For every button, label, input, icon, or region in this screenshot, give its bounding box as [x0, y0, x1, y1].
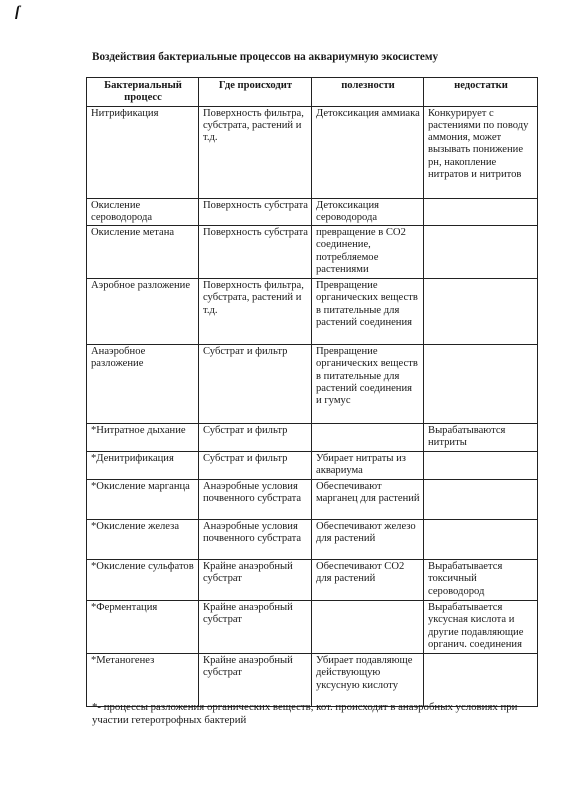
cell-benefits: [312, 601, 424, 654]
cell-location: Поверхность фильтра, субстрата, растений и т.д.: [199, 106, 312, 198]
header-process: Бактериальный процесс: [87, 78, 199, 107]
cell-process: Нитрификация: [87, 106, 199, 198]
cell-drawbacks: [424, 345, 538, 424]
bacterial-process-table: [86, 77, 538, 707]
table-row: [87, 226, 538, 279]
cell-drawbacks: Вырабатываются нитриты: [424, 424, 538, 452]
cell-process: Окисление метана: [87, 226, 199, 279]
cell-location: Поверхность фильтра, субстрата, растений и т.д.: [199, 279, 312, 345]
cell-benefits: Обеспечивают марганец для растений: [312, 480, 424, 520]
cell-drawbacks: Вырабатывается уксусная кислота и другие подавляющие органич. соединения: [424, 601, 538, 654]
cell-benefits: [312, 424, 424, 452]
cell-drawbacks: [424, 198, 538, 226]
cell-location: Крайне анаэробный субстрат: [199, 560, 312, 601]
cell-location: Анаэробные условия почвенного субстрата: [199, 480, 312, 520]
cell-location: Субстрат и фильтр: [199, 424, 312, 452]
cell-location: Крайне анаэробный субстрат: [199, 654, 312, 707]
cell-drawbacks: Конкурирует с растениями по поводу аммония, может вызывать понижение рн, накопление нитратов и нитритов: [424, 106, 538, 198]
footnote: *- процессы разложения органических веществ, кот. происходят в анаэробных условиях при участии гетеротрофных бактерий: [92, 701, 518, 726]
cell-benefits: Обеспечивают СО2 для растений: [312, 560, 424, 601]
table-row: [87, 601, 538, 654]
cell-process: Анаэробное разложение: [87, 345, 199, 424]
cell-benefits: превращение в СО2 соединение, потребляемое растениями: [312, 226, 424, 279]
cell-drawbacks: [424, 279, 538, 345]
cell-location: Анаэробные условия почвенного субстрата: [199, 520, 312, 560]
cell-location: Поверхность субстрата: [199, 198, 312, 226]
header-benefits: полезности: [312, 78, 424, 107]
cell-benefits: Детоксикация аммиака: [312, 106, 424, 198]
cell-benefits: Обеспечивают железо для растений: [312, 520, 424, 560]
cell-drawbacks: [424, 480, 538, 520]
cell-drawbacks: [424, 452, 538, 480]
table-row: [87, 198, 538, 226]
cell-benefits: Убирает нитраты из аквариума: [312, 452, 424, 480]
table-row: [87, 279, 538, 345]
cell-process: Аэробное разложение: [87, 279, 199, 345]
cell-drawbacks: [424, 520, 538, 560]
cell-process: *Ферментация: [87, 601, 199, 654]
header-drawbacks: недостатки: [424, 78, 538, 107]
header-location: Где происходит: [199, 78, 312, 107]
cell-process: *Окисление марганца: [87, 480, 199, 520]
cell-location: Поверхность субстрата: [199, 226, 312, 279]
table-row: [87, 452, 538, 480]
cell-benefits: Превращение органических веществ в питательные для растений соединения и гумус: [312, 345, 424, 424]
cell-benefits: Убирает подавляюще действующую уксусную кислоту: [312, 654, 424, 707]
table-row: [87, 480, 538, 520]
cell-drawbacks: Вырабатывается токсичный сероводород: [424, 560, 538, 601]
cell-process: *Окисление сульфатов: [87, 560, 199, 601]
cell-location: Крайне анаэробный субстрат: [199, 601, 312, 654]
cell-process: *Нитратное дыхание: [87, 424, 199, 452]
table-row: [87, 106, 538, 198]
cell-location: Субстрат и фильтр: [199, 345, 312, 424]
cell-process: Окисление сероводорода: [87, 198, 199, 226]
table-row: [87, 424, 538, 452]
cell-process: *Метаногенез: [87, 654, 199, 707]
corner-handwritten-mark: ſ: [15, 4, 20, 20]
cell-benefits: Превращение органических веществ в питательные для растений соединения: [312, 279, 424, 345]
cell-drawbacks: [424, 226, 538, 279]
cell-process: *Денитрификация: [87, 452, 199, 480]
table-row: [87, 345, 538, 424]
cell-location: Субстрат и фильтр: [199, 452, 312, 480]
cell-drawbacks: [424, 654, 538, 707]
document-title: Воздействия бактериальные процессов на аквариумную экосистему: [92, 51, 439, 63]
cell-benefits: Детоксикация сероводорода: [312, 198, 424, 226]
table-row: [87, 654, 538, 707]
table-row: [87, 560, 538, 601]
table-row: [87, 520, 538, 560]
cell-process: *Окисление железа: [87, 520, 199, 560]
table-header-row: [87, 78, 538, 107]
